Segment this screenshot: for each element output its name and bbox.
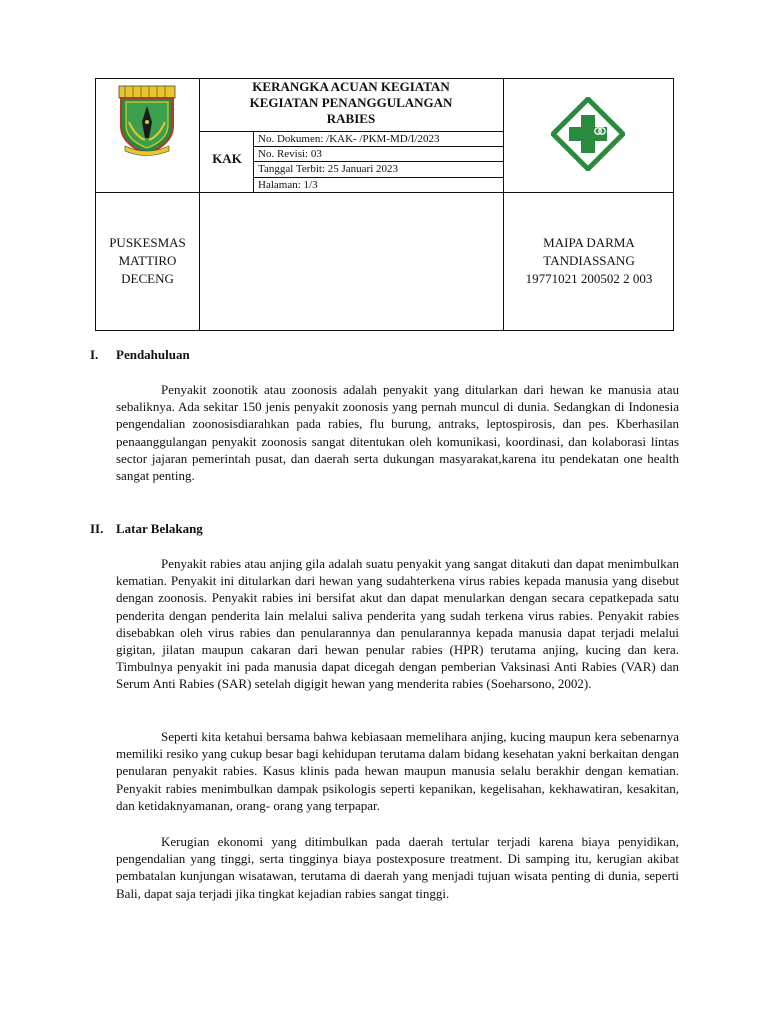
title-line: KEGIATAN PENANGGULANGAN <box>249 95 453 110</box>
document-type-label: KAK <box>212 151 242 166</box>
title-line: KERANGKA ACUAN KEGIATAN <box>252 79 450 94</box>
organization-line: DECENG <box>121 271 174 286</box>
signatory-name: TANDIASSANG <box>543 253 635 268</box>
organization-line: PUSKESMAS <box>109 235 186 250</box>
section-title: Latar Belakang <box>116 521 203 536</box>
section-number: II. <box>90 521 104 536</box>
issue-date: Tanggal Terbit: 25 Januari 2023 <box>258 163 399 175</box>
signatory-name: MAIPA DARMA <box>543 235 635 250</box>
organization-name <box>96 234 199 288</box>
document-header-table <box>95 78 674 331</box>
document-title <box>200 79 502 127</box>
signatory-nip: 19771021 200502 2 003 <box>525 271 653 286</box>
title-line: RABIES <box>326 111 376 126</box>
revision-number: No. Revisi: 03 <box>258 148 322 160</box>
organization-line: MATTIRO <box>118 253 177 268</box>
paragraph: Penyakit zoonotik atau zoonosis adalah penyakit yang ditularkan dari hewan ke manusia atau sebaliknya. Ada sekitar 150 jenis penyakit zoonosis yang pernah muncul di dunia. Sedangkan di Indonesia pengendalian zoonosisdiarahkan pada rabies, flu burung, antraks, leptospirosis, dan pes. Kberhasilan penaanggulangan penyakit zoonosis sangat ditentukan oleh komunikasi, koordinasi, dan kolaborasi lintas sector jajaran pemerintah pusat, dan daerah serta dukungan masyarakat,karena itu pendekatan one health sangat penting. <box>116 382 679 484</box>
puskesmas-cross-icon <box>551 97 625 171</box>
paragraph: Seperti kita ketahui bersama bahwa kebiasaan memelihara anjing, kucing maupun kera sebenarnya memiliki resiko yang cukup besar bagi kehidupan terutama dalam bidang kesehatan yakni berkaitan dengan penularan penyakit rabies. Kasus klinis pada hewan maupun manusia selalu berakhir dengan kematian. Penyakit rabies menimbulkan dampak psikologis seperti kepanikan, kegelisahan, kekhawatiran, kesakitan, dan ketidaknyamanan, orang- orang yang terpapar. <box>116 729 679 813</box>
header-divider <box>96 192 673 193</box>
header-divider <box>503 79 504 330</box>
signatory-block <box>503 234 675 288</box>
paragraph: Kerugian ekonomi yang ditimbulkan pada daerah tertular terjadi karena biaya penyidikan, pengendalian yang tinggi, serta tingginya biaya postexposure treatment. Di samping itu, kerugian akibat pembatalan kunjungan wisatawan, terutama di daerah yang menjadi tujuan wisata penting di dunia, seperti Bali, dapat saja terjadi jika tingkat kejadian rabies sangat tinggi. <box>116 834 679 901</box>
section-title: Pendahuluan <box>116 347 190 362</box>
doc-number: No. Dokumen: /KAK- /PKM-MD/I/2023 <box>258 133 440 145</box>
paragraph: Penyakit rabies atau anjing gila adalah suatu penyakit yang sangat ditakuti dan dapat menimbulkan kematian. Penyakit ini ditularkan dari hewan yang sudahterkena virus rabies kepada manusia yang disebut dengan zoonosis. Penyakit rabies ini bersifat akut dan dapat menularkan dengan secara cepatkepada satu penderita dengan penderita lain melalui saliva penderita yang sudah terkena virus rabies. Penyakit rabies disebabkan oleh virus rabies dan penularannya dan penularannya kepada manusia dapat terjadi melalui gigitan, jilatan maupun cakaran dari hewan penular rabies (HPR) terutama anjing, kucing dan kera. Timbulnya penyakit ini pada manusia dapat dicegah dengan pemberian Vaksinasi Anti Rabies (VAR) dan Serum Anti Rabies (SAR) setelah digigit hewan yang menderita rabies (Soeharsono, 2002). <box>116 556 679 692</box>
page-number: Halaman: 1/3 <box>258 179 318 191</box>
regency-crest-icon <box>115 82 179 158</box>
section-number: I. <box>90 347 99 362</box>
